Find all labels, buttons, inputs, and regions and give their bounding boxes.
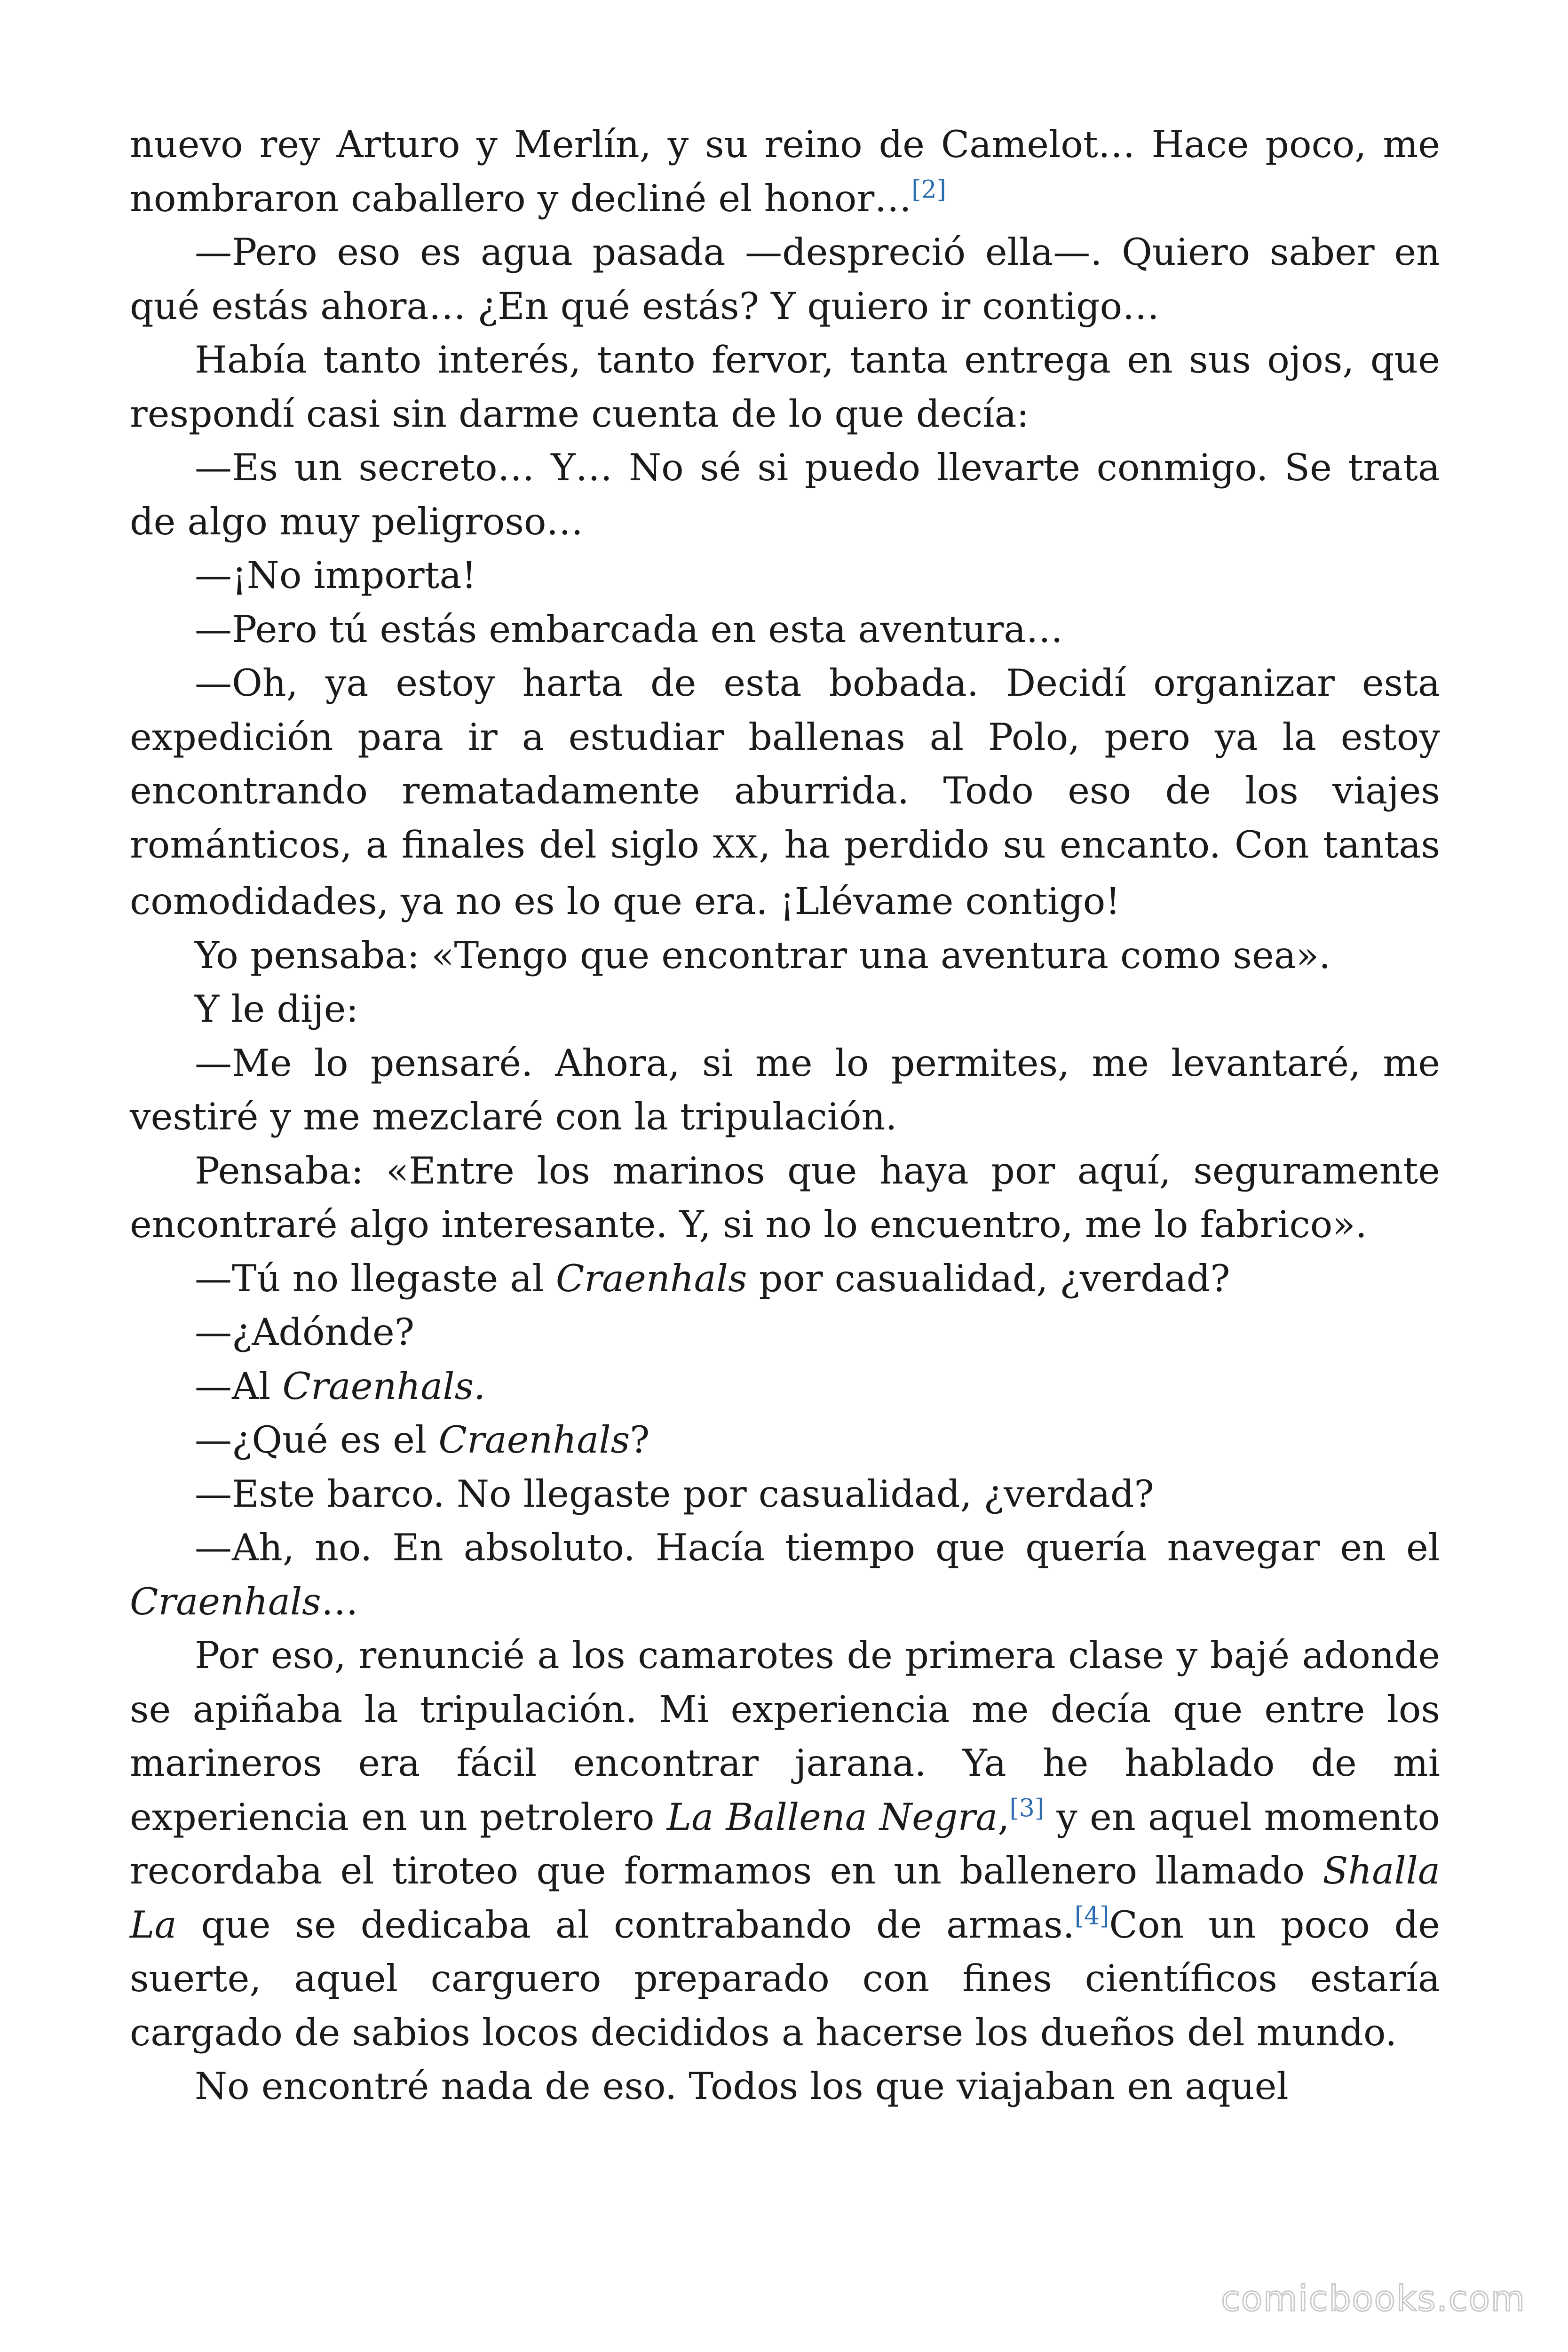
italic-text: Craenhals <box>555 1256 747 1300</box>
paragraph <box>130 441 1440 548</box>
text-run: por casualidad, ¿verdad? <box>747 1256 1230 1300</box>
paragraph <box>130 603 1440 657</box>
text-run: —Al <box>195 1364 283 1408</box>
text-run: , ha perdido su encanto. Con tantas comodidades, ya no es lo que era. ¡Llévame contigo! <box>130 823 1441 923</box>
text-run: No encontré nada de eso. Todos los que viajaban en aquel <box>195 2065 1289 2108</box>
text-run: —¿Qué es el <box>195 1418 439 1462</box>
paragraph <box>130 2059 1440 2114</box>
text-run: Yo pensaba: «Tengo que encontrar una aventura como sea». <box>195 933 1331 977</box>
small-caps-text: XX <box>713 829 759 865</box>
italic-text: Shalla La <box>130 1849 1440 1947</box>
watermark: comicbooks.com <box>1221 2279 1526 2319</box>
footnote-link[interactable]: [3] <box>1009 1794 1045 1822</box>
paragraph <box>130 548 1440 603</box>
paragraph <box>130 1305 1440 1359</box>
text-run: ? <box>630 1418 650 1462</box>
text-run: —Oh, ya estoy harta de esta bobada. Decidí organizar esta expedición para ir a estudiar ballenas al Polo, pero ya la estoy encontrando rematadamente aburrida. Todo eso de los viajes románticos, a finales del siglo <box>130 661 1440 866</box>
paragraph <box>130 1629 1440 2059</box>
italic-text: Craenhals. <box>282 1364 486 1408</box>
text-run: Con un poco de suerte, aquel carguero preparado con fines científicos estaría cargado de sabios locos decididos a hacerse los dueños del mundo. <box>130 1903 1440 2054</box>
paragraph <box>130 982 1440 1036</box>
paragraph <box>130 1413 1440 1467</box>
italic-text: La Ballena Negra <box>666 1795 998 1839</box>
text-run: y en aquel momento recordaba el tiroteo que formamos en un ballenero llamado <box>130 1795 1440 1892</box>
text-run: —Este barco. No llegaste por casualidad, ¿verdad? <box>195 1472 1154 1516</box>
text-run: —Ah, no. En absoluto. Hacía tiempo que quería navegar en el <box>195 1526 1440 1569</box>
paragraph <box>130 1252 1440 1306</box>
text-run: … <box>321 1580 358 1623</box>
text-run: Pensaba: «Entre los marinos que haya por aquí, seguramente encontraré algo interesante. Y, si no lo encuentro, me lo fabrico». <box>130 1149 1440 1246</box>
paragraph <box>130 929 1440 983</box>
paragraph <box>130 1036 1440 1144</box>
paragraph <box>130 1144 1440 1252</box>
paragraph <box>130 225 1440 333</box>
footnote-link[interactable]: [2] <box>911 175 946 204</box>
paragraph <box>130 1521 1440 1629</box>
page-body <box>130 118 1440 2114</box>
text-run: —Pero tú estás embarcada en esta aventura… <box>195 607 1063 651</box>
text-run: —Me lo pensaré. Ahora, si me lo permites, me levantaré, me vestiré y me mezclaré con la tripulación. <box>130 1041 1440 1138</box>
paragraph <box>130 118 1440 225</box>
text-run: —Tú no llegaste al <box>195 1256 556 1300</box>
text-run: —¡No importa! <box>195 554 477 597</box>
paragraph <box>130 333 1440 441</box>
text-run: —Es un secreto… Y… No sé si puedo llevarte conmigo. Se trata de algo muy peligroso… <box>130 446 1440 543</box>
paragraph <box>130 1467 1440 1521</box>
text-run: Había tanto interés, tanto fervor, tanta entrega en sus ojos, que respondí casi sin darme cuenta de lo que decía: <box>130 338 1440 436</box>
text-run: que se dedicaba al contrabando de armas. <box>176 1903 1075 1947</box>
text-run: —¿Adónde? <box>195 1311 415 1354</box>
text-run: , <box>998 1795 1010 1839</box>
text-run: Por eso, renuncié a los camarotes de primera clase y bajé adonde se apiñaba la tripulación. Mi experiencia me decía que entre los marineros era fácil encontrar jarana. Ya he hablado de mi experiencia en un petrolero <box>130 1634 1440 1839</box>
text-run: nuevo rey Arturo y Merlín, y su reino de Camelot… Hace poco, me nombraron caballero y decliné el honor… <box>130 123 1440 220</box>
italic-text: Craenhals <box>130 1580 321 1623</box>
paragraph <box>130 1359 1440 1414</box>
text-run: Y le dije: <box>195 987 359 1031</box>
italic-text: Craenhals <box>438 1418 630 1462</box>
paragraph <box>130 656 1440 929</box>
footnote-link[interactable]: [4] <box>1074 1901 1109 1930</box>
text-run: —Pero eso es agua pasada —despreció ella—. Quiero saber en qué estás ahora… ¿En qué estás? Y quiero ir contigo… <box>130 230 1440 328</box>
